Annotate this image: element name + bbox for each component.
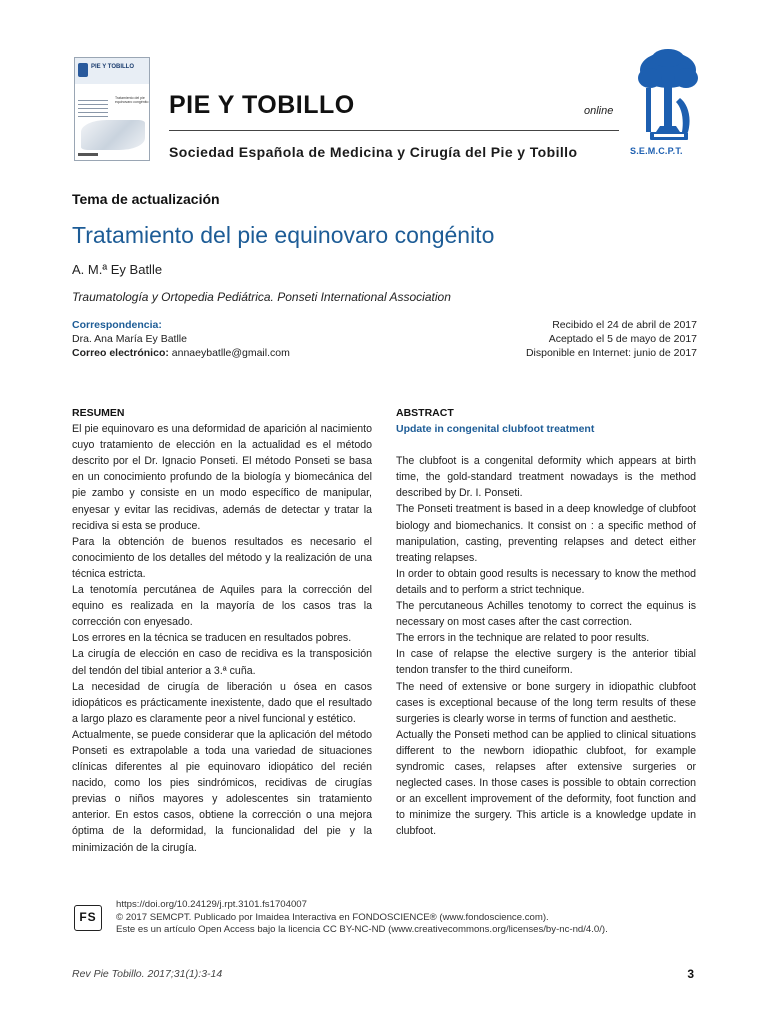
abstract-paragraph: Actually the Ponseti method can be applied to clinical situations different to the newborn idiopathic clubfoot, for example syndromic cases, relapses after extensive surgeries or neglected cases. In those cases is possible to obtain correction or an excellent improvement of the deformity, foot function and to minimize the surgery. This article is a knowledge update in clubfoot.: [396, 728, 696, 838]
society-logo-text: S.E.M.C.P.T.: [630, 146, 683, 156]
page-number: 3: [687, 967, 694, 981]
license-text: Este es un artículo Open Access bajo la licencia CC BY-NC-ND (www.creativecommons.org/licenses/by-nc-nd/4.0/).: [116, 924, 608, 936]
society-tree-logo-icon: [636, 48, 700, 162]
cover-subtitle: Tratamiento del pie equinovaro congénito: [115, 96, 149, 104]
journal-cover-thumbnail: [74, 57, 150, 161]
cover-text-lines: [78, 100, 108, 120]
abstract-paragraph: The need of extensive or bone surgery in idiopathic clubfoot cases is exceptional because of the long term results of these surgeries is clearly worse in terms of function and aesthetic.: [396, 680, 696, 725]
citation: Rev Pie Tobillo. 2017;31(1):3-14: [72, 968, 223, 980]
correspondence-email-line: [72, 346, 290, 360]
correspondence-label: Correspondencia:: [72, 319, 162, 331]
online-label: online: [584, 105, 614, 117]
abstract-paragraph: In case of relapse the elective surgery is the anterior tibial tendon transfer to the third cuneiform.: [396, 648, 696, 677]
resumen-paragraph: Actualmente, se puede considerar que la aplicación del método Ponseti es extrapolable a toda una variedad de situaciones clínicas diferentes al pie equinovaro idiopático del recién nacido, como los pies sindrómicos, recidivas de cirugías previas o niños mayores y adolescentes sin tratamiento anterior. En estos casos, obtiene la corrección o una mejora óptima de la deformidad, la funcionalidad del pie y la minimización de la cirugía.: [72, 728, 372, 854]
resumen-paragraph: La tenotomía percutánea de Aquiles para la corrección del equino es realizada en la mayoría de los casos tras la corrección con enyesado.: [72, 584, 372, 629]
abstract-subtitle: Update in congenital clubfoot treatment: [396, 423, 595, 436]
journal-header: [72, 55, 698, 165]
correspondence-block: [72, 318, 290, 360]
fondoscience-badge-icon: FS: [74, 905, 102, 931]
header-divider: [169, 130, 619, 131]
resumen-paragraph: Para la obtención de buenos resultados es necesario el conocimiento de los detalles del método y la realización de una técnica estricta.: [72, 535, 372, 580]
journal-title: PIE Y TOBILLO: [169, 91, 355, 119]
affiliation: Traumatología y Ortopedia Pediátrica. Ponseti International Association: [72, 290, 451, 304]
dates-block: [526, 318, 697, 360]
authors: A. M.ª Ey Batlle: [72, 262, 163, 277]
resumen-paragraph: La necesidad de cirugía de liberación u ósea en casos idiopáticos es prácticamente inexistente, dado que el resultado a largo plazo es claramente peor a nivel funcional y estético.: [72, 680, 372, 725]
abstract-paragraph: The Ponseti treatment is based in a deep knowledge of clubfoot biology and biomechanics. It consist on : a specific method of manipulation, casting, preventing relapses and detect either treating relapses.: [396, 503, 696, 564]
resumen-paragraph: Los errores en la técnica se traducen en resultados pobres.: [72, 632, 352, 645]
section-label: Tema de actualización: [72, 191, 220, 207]
abstract-heading: ABSTRACT: [396, 407, 454, 419]
copyright-text: © 2017 SEMCPT. Publicado por Imaidea Interactiva en FONDOSCIENCE® (www.fondoscience.com).: [116, 911, 549, 923]
abstract-paragraph: The clubfoot is a congenital deformity which appears at birth time, the gold-standard treatment nowadays is the method described by Dr. I. Ponseti.: [396, 455, 696, 500]
abstract-column: [396, 405, 696, 839]
date-accepted: Aceptado el 5 de mayo de 2017: [548, 333, 697, 345]
footer-info: [116, 899, 608, 937]
resumen-column: [72, 405, 372, 856]
society-name: Sociedad Española de Medicina y Cirugía del Pie y Tobillo: [169, 144, 578, 160]
resumen-heading: RESUMEN: [72, 407, 125, 419]
cover-title: PIE Y TOBILLO: [91, 64, 135, 70]
email-label: Correo electrónico:: [72, 347, 169, 359]
email-link[interactable]: annaeybatlle@gmail.com: [171, 347, 290, 359]
resumen-paragraph: El pie equinovaro es una deformidad de aparición al nacimiento cuyo tratamiento de elección en la actualidad es el método descrito por el Dr. Ignacio Ponseti. El método Ponseti se basa en un conocimiento profundo de la biología y biomecánica del pie zambo y consiste en un modo específico de manipular, enyesar y evitar las recidivas, además de detectar y tratar la recidiva si esta se produce.: [72, 423, 372, 532]
abstract-paragraph: In order to obtain good results is necessary to know the method details and to perform a strict technique.: [396, 567, 696, 596]
abstract-paragraph: The percutaneous Achilles tenotomy to correct the equinus is necessary on most cases after the cast correction.: [396, 600, 696, 629]
doi-link[interactable]: https://doi.org/10.24129/j.rpt.3101.fs1704007: [116, 899, 307, 910]
cover-logo-icon: [78, 63, 88, 77]
cover-footer-bar: [78, 153, 98, 156]
resumen-paragraph: La cirugía de elección en caso de recidiva es la transposición del tendón del tibial anterior a 3.ª cuña.: [72, 648, 372, 677]
article-title: Tratamiento del pie equinovaro congénito: [72, 222, 495, 248]
cover-foot-image: [81, 120, 145, 150]
abstract-paragraph: The errors in the technique are related to poor results.: [396, 632, 650, 645]
correspondence-name: Dra. Ana María Ey Batlle: [72, 333, 187, 345]
date-received: Recibido el 24 de abril de 2017: [552, 319, 697, 331]
date-online: Disponible en Internet: junio de 2017: [525, 347, 697, 359]
